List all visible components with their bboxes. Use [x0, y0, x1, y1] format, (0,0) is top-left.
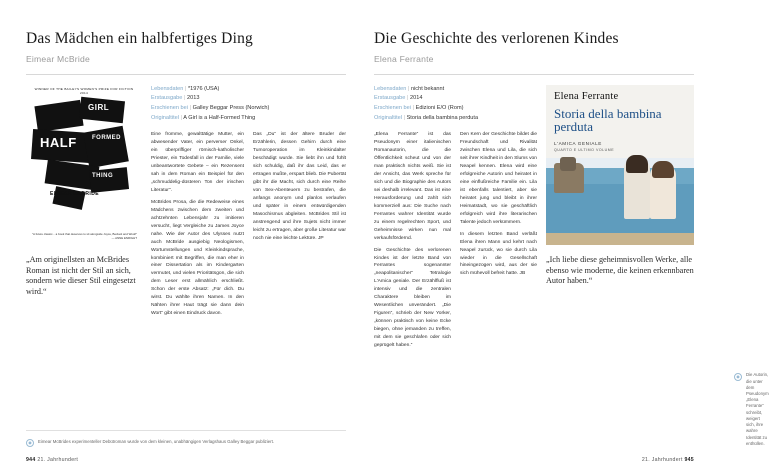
right-body-columns [374, 131, 537, 349]
cover-word-1: GIRL [88, 102, 110, 112]
left-cover-column [26, 85, 142, 318]
meta-row [151, 85, 346, 94]
folio-label-right: 21. Jahrhundert [641, 457, 683, 463]
folio-left [26, 457, 78, 463]
right-cover-column [546, 85, 694, 350]
meta-label: Lebensdaten [151, 85, 184, 92]
meta-label: Originaltitel [374, 114, 402, 121]
metadata-block-left [151, 85, 346, 123]
pullquote-right: „Ich liebe diese geheimnisvollen Werke, alle ebenso wie moderne, die keinen erkennbaren Autor haben.“ [546, 254, 694, 286]
left-body-columns [151, 131, 346, 318]
cover-title-right: Storia della bambina perduta [554, 105, 662, 135]
paragraph: „Elena Ferrante“ ist das Pseudonym einer italienischen Romanautorin, die die Öffentlichkeit scheut und von der man praktisch nichts weiß. Sie ist der Ansicht, das Werk spreche für sich und die Biographie des Autors sei deshalb irrelevant. Das ist eine Herausforderung und zahlt sich kommerziell aus: Die Suche nach Ferrantes wahrer Identität wurde zu einem regelrechten Sport, und Geheimnisse wirken nun mal verkaufsfördernd. [374, 132, 451, 241]
meta-row [374, 114, 537, 123]
paragraph: Das „Du“ ist der ältere Bruder der Erzählerin, dessen Gehirn durch eine Tumoroperation im Kleinkindalter beschädigt wurde. Sie liebt ihn und fühlt sich schuldig, daß ihr das Leid, das er ertragen mußte, erspart blieb. Die Pubertät gibt ihr die Macht, sich durch eine Reihe von Sex-Abenteuern zu bestrafen, die anfangs anonym und planlos verlaufen und später in einem entwürdigenden Masochismus abgleiten. McBrides Stil ist anstrengend und ihre Sujets nicht immer leicht zu ertragen, aber große Literatur war noch nie eine leichte Lektüre. JP [253, 132, 346, 241]
cover-word-3: FORMED [92, 134, 121, 141]
meta-value: A Girl is a Half-Formed Thing [183, 114, 256, 121]
footnote-text: Eimear McBrides experimenteller Debütroman wurde von dem kleinen, unabhängigen Verlagshaus Galley Beggar publiziert. [38, 438, 274, 444]
meta-label: Erschienen bei [151, 105, 189, 112]
meta-separator: | [407, 85, 410, 92]
page-gutter [360, 0, 361, 473]
title-divider-left [26, 74, 346, 75]
body-column-2-left [253, 131, 346, 318]
footnote-marker-icon: ◉ [734, 373, 742, 381]
book-cover-right [546, 85, 694, 245]
cover-author-right: Elena Ferrante [554, 90, 619, 102]
meta-value: 2014 [410, 95, 423, 102]
meta-separator: | [412, 105, 415, 112]
meta-row [151, 104, 346, 113]
meta-value: nicht bekannt [410, 85, 445, 92]
meta-separator: | [403, 114, 405, 121]
cover-award-badge-left: WINNER OF THE BAILEYS WOMEN'S PRIZE FOR FICTION 2014 [34, 86, 134, 95]
cover-word-2: HALF [40, 134, 77, 150]
body-column-1-left [151, 131, 244, 318]
title-divider-right [374, 74, 694, 75]
meta-separator: | [180, 114, 182, 121]
meta-separator: | [189, 105, 192, 112]
left-content [26, 85, 346, 318]
page-number-left: 944 [26, 457, 36, 463]
right-page [360, 0, 769, 473]
meta-label: Originaltitel [151, 114, 179, 121]
meta-value: Storia della bambina perduta [406, 114, 479, 121]
paragraph: Den Kern der Geschichte bildet die Freundschaft und Rivalität zwischen Elena und Lila, die sich seit ihrer Kindheit in den Slums von Neapel kennen. Elena wird eine erfolgreiche Autorin und heiratet in eine einflußreiche Familie ein. Lila ist ebenfalls talentiert, aber sie heiratet jung und bleibt in ihrer Heimatstadt, wo sie geschäftlich erfolgreich wird ihre literarischen Talente jedoch verkümmern. [460, 132, 537, 225]
page-number-right: 945 [684, 457, 694, 463]
cover-volume-right: QUARTO E ULTIMO VOLUME [554, 147, 615, 152]
body-column-1-right [374, 131, 451, 349]
meta-value: Edizioni E/O (Rom) [415, 105, 464, 112]
paragraph: Eine fromme, gewalttätige Mutter, ein abwesender Vater, ein perverser Onkel, ein überpriffiger römisch-katholischer Priester, ein Todesfall in der Familie, viele unbeantwortete Gebete – ein Rezensent sah in dem Roman ein Beispiel für den „schmuddelig-düsteren Ton der irischen Literatur“. [151, 132, 244, 193]
cover-author-left: EIMEAR McBRIDE [50, 190, 99, 197]
meta-row [374, 94, 537, 103]
folio-label-left: 21. Jahrhundert [37, 457, 79, 463]
meta-value: 2013 [187, 95, 200, 102]
right-text-column [374, 85, 537, 350]
meta-label: Lebensdaten [374, 85, 407, 92]
meta-value: Galley Beggar Press (Norwich) [192, 105, 270, 112]
left-page [0, 0, 360, 473]
footnote-marker-icon: ◉ [26, 439, 34, 447]
folio-right [642, 457, 694, 463]
meta-row [151, 114, 346, 123]
left-text-column [151, 85, 346, 318]
meta-separator: | [183, 95, 186, 102]
paragraph: Die Geschichte des verlorenen Kindes ist der letzte Band von Ferrantes sogenannter „neapolitanischer“ Tetralogie L'Amica geniale. Der Erzählfluß ist intensiv und die zentralen Charaktere bleiben im Wesentlichen unverändert. „Die Figuren“, schrieb der New Yorker, „können praktisch von keine Ecke biegen, ohne jemanden zu treffen, mit dem sie geschlafen oder sich geprügelt haben.“ [374, 247, 451, 348]
page-title-left: Das Mädchen ein halbfertiges Ding [26, 30, 253, 47]
book-cover-left [26, 85, 142, 245]
meta-label: Erstausgabe [151, 95, 183, 102]
paragraph: In diesem letzten Band verläßt Elena ihren Mann und kehrt nach Neapel zurück, wo sie durch Lila wieder in die Gesellschaft hineingezogen wird, aus der sie sich mühevoll befreit hatte. JB [460, 231, 537, 277]
footnote-divider-left [26, 430, 346, 431]
meta-separator: | [406, 95, 409, 102]
footnote-left [26, 439, 346, 448]
meta-value: *1976 (USA) [187, 85, 220, 92]
page-title-right: Die Geschichte des verlorenen Kindes [374, 30, 619, 47]
cover-series-right: L'AMICA GENIALE [554, 140, 602, 146]
meta-row [374, 104, 537, 113]
author-name-left: Eimear McBride [26, 53, 90, 64]
footnote-text: Die Autorin, die unter dem Pseudonym „Elena Ferrante“ schreibt, weigert sich, ihre wahre Identität zu enthüllen. [746, 372, 769, 446]
meta-label: Erschienen bei [374, 105, 412, 112]
pullquote-left: „Am originellsten an McBrides Roman ist nicht der Stil an sich, sondern wie dieser Stil eingesetzt wird.“ [26, 254, 136, 297]
author-name-right: Elena Ferrante [374, 53, 434, 64]
meta-separator: | [184, 85, 187, 92]
right-content [374, 85, 694, 350]
cover-word-4: THING [92, 172, 114, 179]
meta-label: Erstausgabe [374, 95, 406, 102]
meta-row [374, 85, 537, 94]
meta-row [151, 94, 346, 103]
cover-quote-left: "A future classic... a book that deserves to sit alongside Joyce, Beckett and Woolf" — ANNE ENRIGHT [32, 232, 137, 241]
metadata-block-right [374, 85, 537, 123]
paragraph: McBrides Prosa, die die Redeweise eines Mädchens zwischen dem zweiten und achtzehnten Lebensjahr zu imitieren versucht, liegt Vergleiche zu James Joyce nahe. Wie der Autor des Ulysses nutzt auch McBride ausgiebig Neologismen, Wortumstellungen und Kleinkindsprache, kombiniert mit Begriffen, die man eher in einer Dissertation als im Kindergarten vermutet, und vielen Prioritätsgon, die sich dem Leser erst allmählich erschließt. Schon der erste Absatz: „Für dich. Du wirst. Du wählte ihren Namen. In den Nähten ihrer Haut trägt sie dann dein Wort“ gibt einen Eindruck davon. [151, 199, 244, 317]
body-column-2-right [460, 131, 537, 349]
